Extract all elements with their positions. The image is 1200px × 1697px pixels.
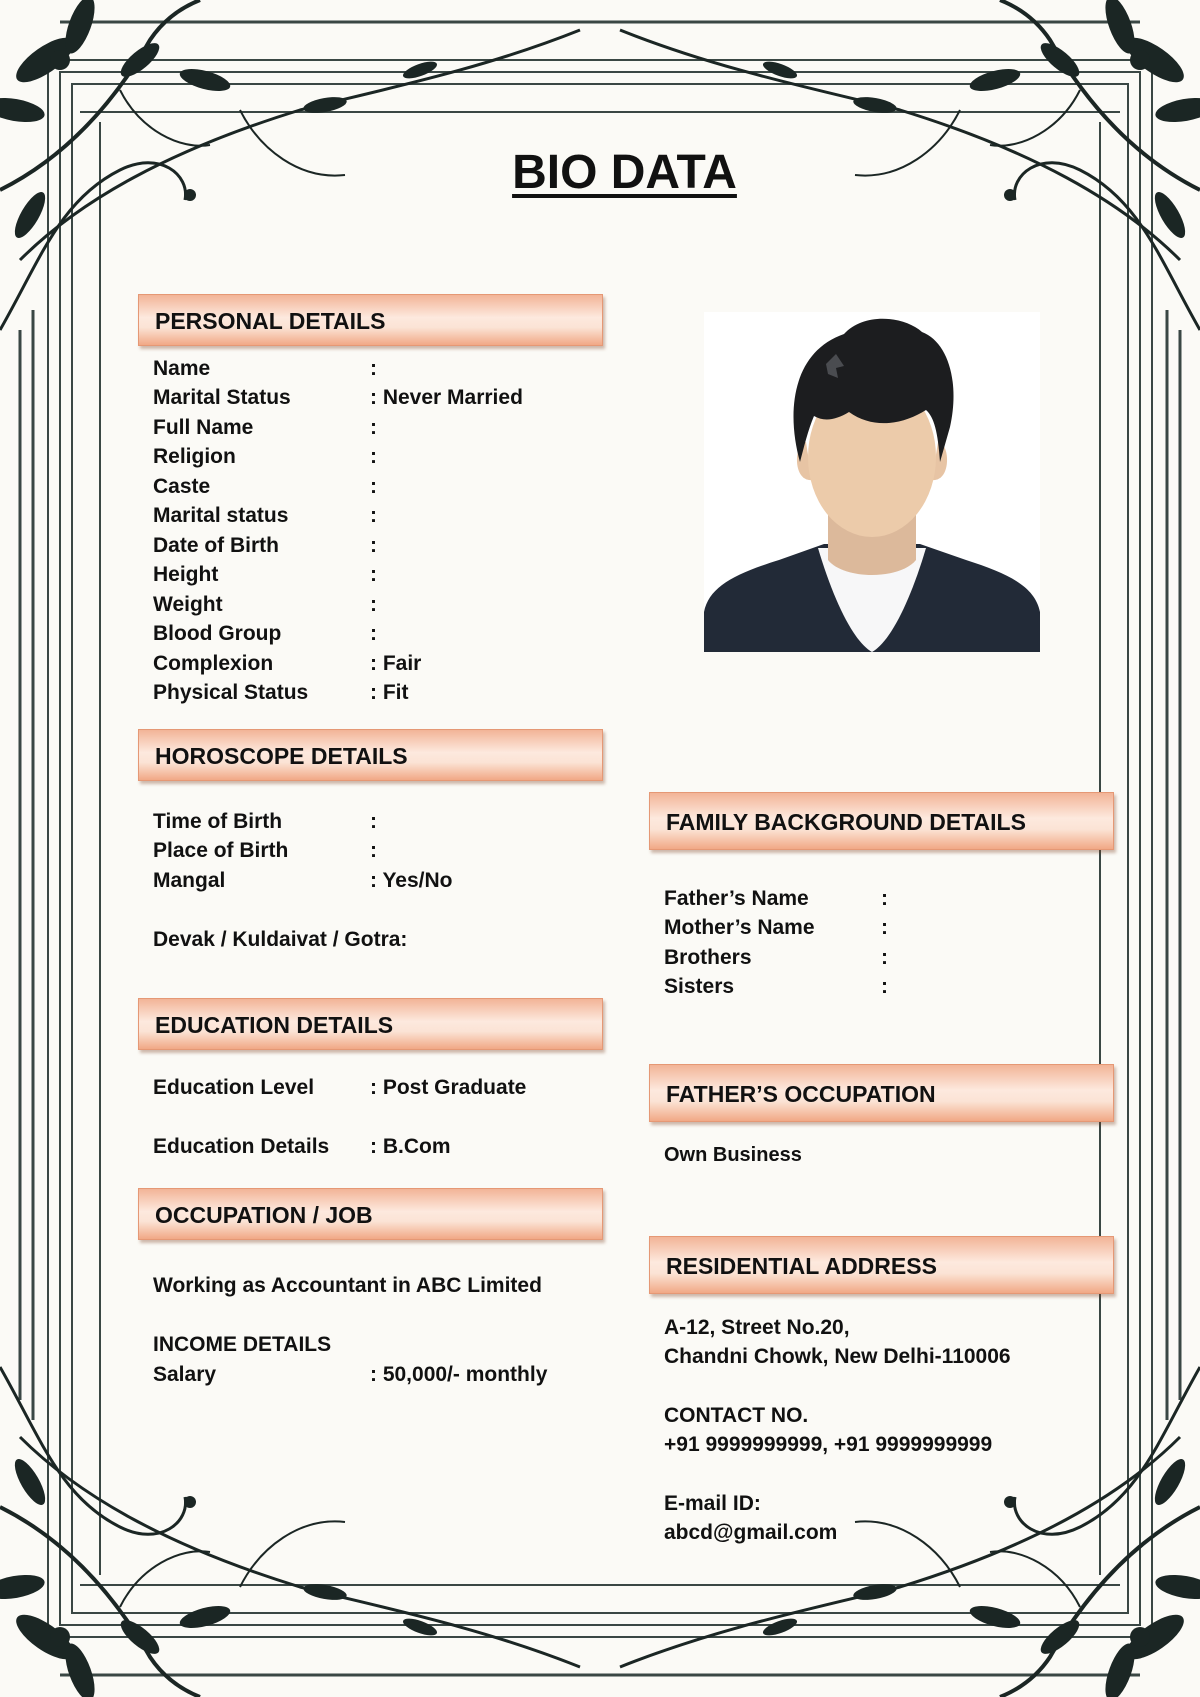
detail-value: : B.Com <box>370 1135 451 1158</box>
detail-value: : <box>881 946 888 969</box>
email-value: abcd@gmail.com <box>664 1521 838 1544</box>
detail-label: Weight <box>153 593 223 616</box>
detail-label: Time of Birth <box>153 810 283 833</box>
contact-value: +91 9999999999, +91 9999999999 <box>664 1433 993 1456</box>
detail-value: : <box>881 887 888 910</box>
detail-value: : Fair <box>370 652 422 675</box>
detail-label: Marital status <box>153 504 289 527</box>
detail-label: Brothers <box>664 946 752 969</box>
profile-photo <box>704 312 1040 652</box>
detail-label: Complexion <box>153 652 274 675</box>
residential-address-header: RESIDENTIAL ADDRESS <box>649 1236 1114 1294</box>
personal-details-header: PERSONAL DETAILS <box>138 294 603 346</box>
detail-label: Caste <box>153 475 211 498</box>
address-line-1: A-12, Street No.20, <box>664 1316 850 1339</box>
detail-label: Blood Group <box>153 622 282 645</box>
detail-value: : <box>370 593 377 616</box>
detail-value: : <box>370 475 377 498</box>
detail-value: : <box>881 916 888 939</box>
income-details-title: INCOME DETAILS <box>153 1333 332 1356</box>
detail-label: Salary <box>153 1363 217 1386</box>
detail-value: : <box>370 810 377 833</box>
detail-label: Education Level <box>153 1076 315 1099</box>
detail-label: Father’s Name <box>664 887 809 910</box>
detail-label: Education Details <box>153 1135 330 1158</box>
detail-value: : <box>881 975 888 998</box>
occupation-header: OCCUPATION / JOB <box>138 1188 603 1240</box>
page-title: BIO DATA <box>512 146 737 199</box>
fathers-occupation-text: Own Business <box>664 1144 802 1166</box>
detail-label: Place of Birth <box>153 839 289 862</box>
avatar <box>704 312 1040 652</box>
address-line-2: Chandni Chowk, New Delhi-110006 <box>664 1345 1011 1368</box>
detail-value: : <box>370 563 377 586</box>
detail-label: Sisters <box>664 975 735 998</box>
occupation-text: Working as Accountant in ABC Limited <box>153 1274 542 1297</box>
detail-label: Full Name <box>153 416 254 439</box>
detail-value: : Fit <box>370 681 409 704</box>
detail-value: : <box>370 622 377 645</box>
family-background-header: FAMILY BACKGROUND DETAILS <box>649 792 1114 850</box>
detail-label: Name <box>153 357 211 380</box>
detail-label: Mangal <box>153 869 226 892</box>
contact-label: CONTACT NO. <box>664 1404 809 1427</box>
detail-label: Height <box>153 563 219 586</box>
detail-value: : 50,000/- monthly <box>370 1363 548 1386</box>
detail-label: Religion <box>153 445 236 468</box>
detail-label: Physical Status <box>153 681 309 704</box>
detail-value: : <box>370 504 377 527</box>
detail-value: : <box>370 445 377 468</box>
horoscope-details-header: HOROSCOPE DETAILS <box>138 729 603 781</box>
detail-value: : Yes/No <box>370 869 453 892</box>
fathers-occupation-header: FATHER’S OCCUPATION <box>649 1064 1114 1122</box>
detail-value: : <box>370 839 377 862</box>
detail-value: : Post Graduate <box>370 1076 527 1099</box>
detail-value: : <box>370 534 377 557</box>
education-details-header: EDUCATION DETAILS <box>138 998 603 1050</box>
detail-value: : Never Married <box>370 386 523 409</box>
email-label: E-mail ID: <box>664 1492 761 1515</box>
detail-label: Date of Birth <box>153 534 279 557</box>
detail-value: : <box>370 416 377 439</box>
detail-value: : <box>370 357 377 380</box>
detail-label: Mother’s Name <box>664 916 815 939</box>
detail-label: Marital Status <box>153 386 291 409</box>
gotra-label: Devak / Kuldaivat / Gotra: <box>153 928 408 951</box>
